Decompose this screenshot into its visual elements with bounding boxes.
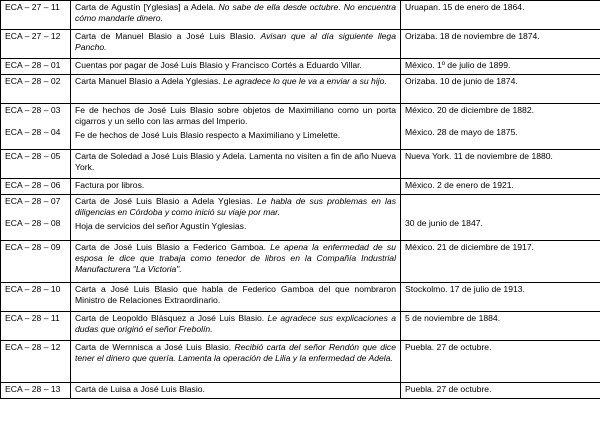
record-place-date-cell	[401, 283, 600, 312]
record-id-cell	[1, 312, 71, 341]
record-description: Carta de José Luis Blasio a Federico Gamboa. Le apena la enfermedad de su esposa le dice que trabaja como tenedor de libros en la Compañía Industrial Manufacturera "La Victoria".	[75, 242, 396, 274]
record-id-cell	[1, 383, 71, 399]
record-description-cell	[71, 30, 401, 59]
record-place-date-cell	[401, 1, 600, 30]
record-place-date-cell	[401, 341, 600, 383]
record-place-date: México. 20 de diciembre de 1882.	[405, 105, 534, 115]
record-id-cell	[1, 30, 71, 59]
record-description-cell	[71, 341, 401, 383]
record-place-date: Nueva York. 11 de noviembre de 1880.	[405, 151, 553, 161]
record-description-cell	[71, 59, 401, 75]
record-id: ECA – 28 – 04	[5, 127, 61, 137]
record-description-cell	[71, 104, 401, 150]
table-row	[1, 75, 600, 104]
record-id-cell	[1, 341, 71, 383]
record-description: Hoja de servicios del señor Agustín Yglesias.	[75, 221, 247, 231]
record-place-date-cell	[401, 179, 600, 195]
record-id: ECA – 28 – 06	[5, 180, 61, 190]
record-id-cell	[1, 59, 71, 75]
record-description-cell	[71, 150, 401, 179]
record-id: ECA – 28 – 01	[5, 60, 61, 70]
record-id: ECA – 27 – 12	[5, 31, 61, 41]
record-place-date-cell	[401, 312, 600, 341]
record-place-date-cell	[401, 59, 600, 75]
record-id: ECA – 28 – 05	[5, 151, 61, 161]
record-description: Carta Manuel Blasio a Adela Yglesias. Le agradece lo que le va a enviar a su hijo.	[75, 76, 387, 86]
record-description-cell	[71, 312, 401, 341]
record-description-cell	[71, 179, 401, 195]
table-row	[1, 179, 600, 195]
record-description-cell	[71, 383, 401, 399]
record-description-cell	[71, 283, 401, 312]
table-row	[1, 104, 600, 150]
record-id: ECA – 28 – 09	[5, 242, 61, 252]
record-description: Cuentas por pagar de José Luis Blasio y Francisco Cortés a Eduardo Villar.	[75, 60, 362, 70]
record-id-cell	[1, 179, 71, 195]
table-row	[1, 383, 600, 399]
record-id-cell	[1, 75, 71, 104]
record-description: Carta a José Luis Blasio que habla de Federico Gamboa del que nombraron Ministro de Relaciones Extraordinario.	[75, 284, 396, 305]
record-description: Carta de Agustín [Yglesias] a Adela. No sabe de ella desde octubre. No encuentra cómo mandarle dinero.	[75, 2, 397, 23]
record-description: Carta de Soledad a José Luis Blasio y Adela. Lamenta no visiten a fin de año Nueva York.	[75, 151, 396, 172]
record-place-date-cell	[401, 241, 600, 283]
record-place-date-cell	[401, 75, 600, 104]
record-place-date: Orizaba. 18 de noviembre de 1874.	[405, 31, 540, 41]
record-place-date: México. 2 de enero de 1921.	[405, 180, 514, 190]
record-description-cell	[71, 1, 401, 30]
record-id: ECA – 28 – 08	[5, 218, 61, 228]
record-place-date: Orizaba. 10 de junio de 1874.	[405, 76, 518, 86]
record-id-cell	[1, 283, 71, 312]
table-row	[1, 341, 600, 383]
record-id: ECA – 28 – 12	[5, 342, 61, 352]
record-place-date-cell	[401, 150, 600, 179]
record-description: Carta de Leopoldo Blásquez a José Luis Blasio. Le agradece sus explicaciones a dudas que originó el señor Frebolín.	[75, 313, 396, 334]
table-row	[1, 150, 600, 179]
record-place-date: Puebla. 27 de octubre.	[405, 342, 492, 352]
record-place-date: México. 28 de mayo de 1875.	[405, 127, 518, 137]
record-place-date-cell	[401, 104, 600, 150]
record-description: Factura por libros.	[75, 180, 145, 190]
record-place-date: 30 de junio de 1847.	[405, 218, 483, 228]
record-id: ECA – 28 – 03	[5, 105, 61, 115]
record-id-cell	[1, 241, 71, 283]
table-row	[1, 1, 600, 30]
catalog-body	[1, 1, 600, 399]
record-description: Carta de José Luis Blasio a Adela Yglesias. Le habla de sus problemas en las diligencias en Córdoba y como inició su viaje por mar.	[75, 196, 397, 217]
table-row	[1, 283, 600, 312]
table-row	[1, 59, 600, 75]
record-place-date: 5 de noviembre de 1884.	[405, 313, 501, 323]
record-description-cell	[71, 195, 401, 241]
record-id: ECA – 28 – 10	[5, 284, 61, 294]
table-row	[1, 241, 600, 283]
record-place-date: Puebla. 27 de octubre.	[405, 384, 492, 394]
record-id: ECA – 27 – 11	[5, 2, 60, 12]
record-description-cell	[71, 241, 401, 283]
record-id-cell	[1, 1, 71, 30]
record-id-cell	[1, 104, 71, 150]
record-description: Fe de hechos de José Luis Blasio sobre objetos de Maximiliano como un porta cigarros y un sello con las armas del Imperio.	[75, 105, 396, 126]
record-description: Carta de Manuel Blasio a José Luis Blasio. Avisan que al día siguiente llega Pancho.	[75, 31, 396, 52]
table-row	[1, 30, 600, 59]
record-id: ECA – 28 – 11	[5, 313, 60, 323]
record-place-date-cell	[401, 383, 600, 399]
table-row	[1, 312, 600, 341]
record-id-cell	[1, 150, 71, 179]
record-description-cell	[71, 75, 401, 104]
record-place-date-cell	[401, 195, 600, 241]
record-place-date: Stockolmo. 17 de julio de 1913.	[405, 284, 525, 294]
record-place-date: México. 21 de diciembre de 1917.	[405, 242, 534, 252]
record-description: Fe de hechos de José Luis Blasio respecto a Maximiliano y Limelette.	[75, 130, 341, 140]
record-id: ECA – 28 – 02	[5, 76, 61, 86]
record-place-date: Uruapan. 15 de enero de 1864.	[405, 2, 525, 12]
record-id: ECA – 28 – 13	[5, 384, 61, 394]
record-id: ECA – 28 – 07	[5, 196, 61, 206]
record-id-cell	[1, 195, 71, 241]
record-description: Carta de Wernnisca a José Luis Blasio. Recibió carta del señor Rendón que dice tener el dinero que quería. Lamenta la operación de Lilia y la enfermedad de Adela.	[75, 342, 397, 363]
table-row	[1, 195, 600, 241]
record-description: Carta de Luisa a José Luis Blasio.	[75, 384, 205, 394]
record-place-date: México. 1º de julio de 1899.	[405, 60, 511, 70]
record-place-date-cell	[401, 30, 600, 59]
